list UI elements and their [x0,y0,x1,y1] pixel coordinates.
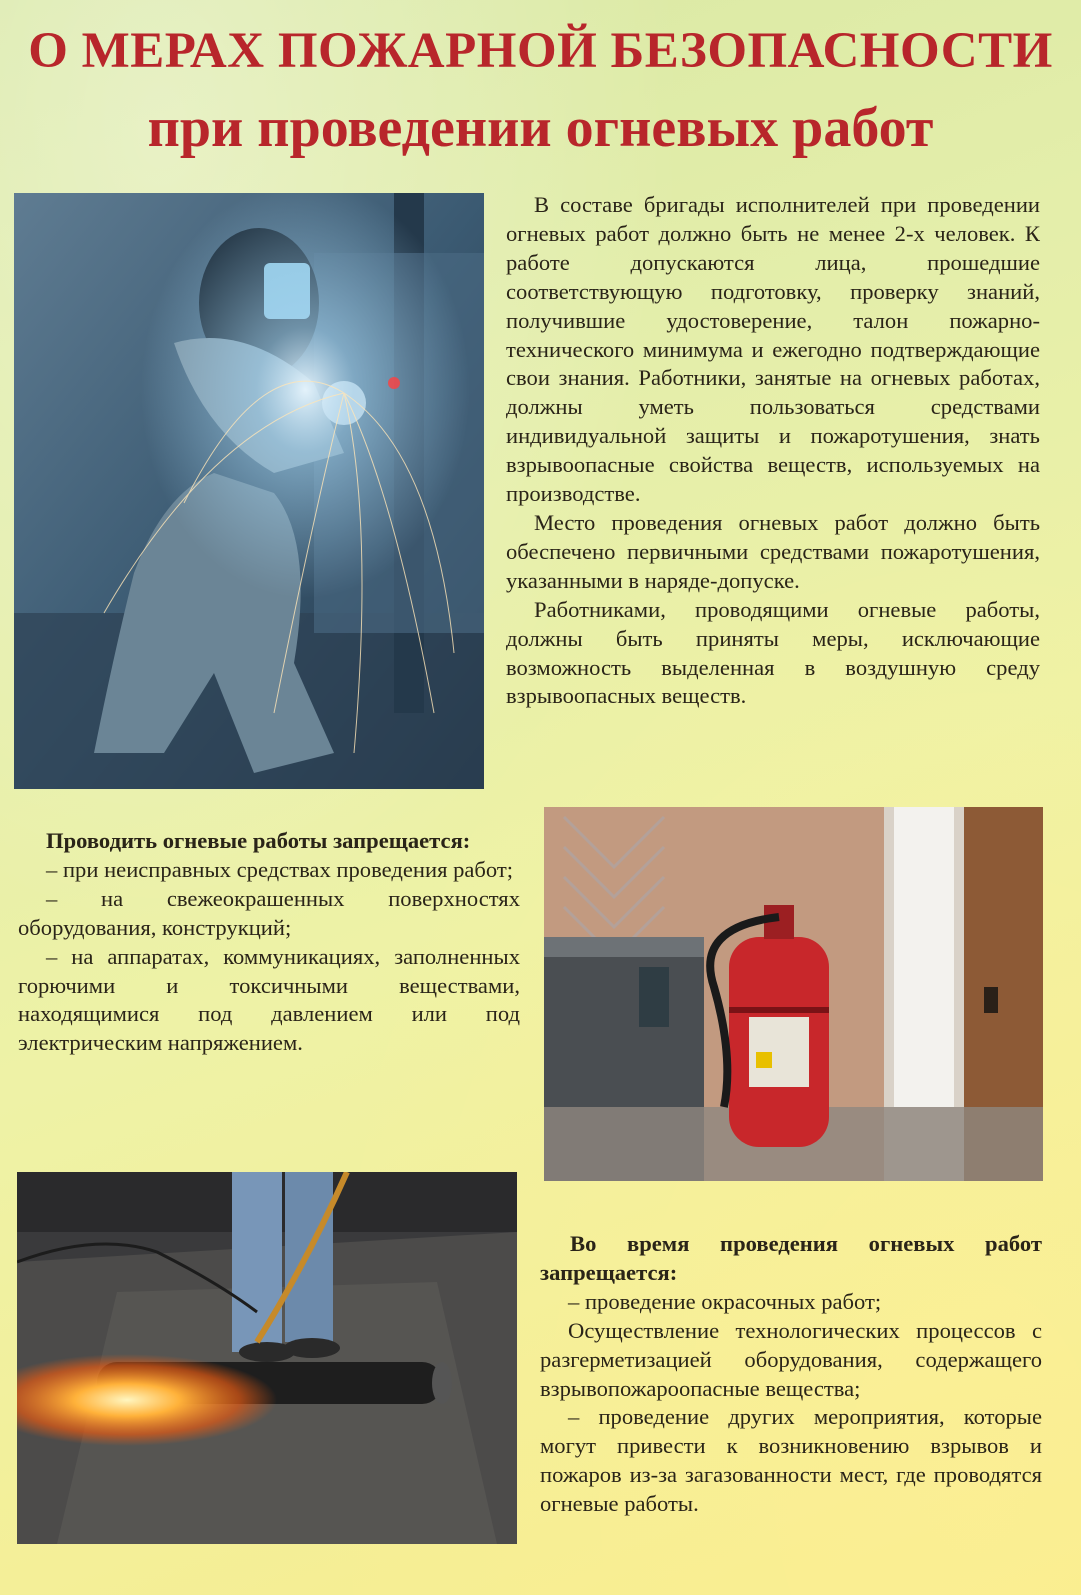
welder-photo [14,193,484,789]
roofing-torch-photo [17,1172,517,1544]
forbidden-item: – на свежеокрашенных поверхностях оборудования, конструкций; [18,885,520,940]
intro-paragraph: В составе бригады исполнителей при проведении огневых работ должно быть не менее 2-х человек. К работе допускаются лица, прошедшие соответствующую подготовку, проверку знаний, получившие удостоверение, талон пожарно-технического минимума и ежегодно подтверждающие свои знания. Работники, занятые на огневых работах, должны уметь пользоваться средствами индивидуальной защиты и пожаротушения, знать взрывоопасные свойства веществ, используемых на производстве. [506,192,1040,507]
during-item: – проведение других мероприятия, которые могут привести к возникновению взрывов и пожаров из-за загазованности мест, где проводятся огневые работы. [540,1404,1042,1517]
during-heading: Во время проведения огневых работ запрещается: [540,1231,1042,1285]
intro-text [506,191,1040,711]
during-item: Осуществление технологических процессов с разгерметизацией оборудования, содержащего взрывопожароопасные вещества; [540,1317,1042,1401]
title-line-1: О МЕРАХ ПОЖАРНОЙ БЕЗОПАСНОСТИ [28,23,1053,79]
intro-paragraph: Работниками, проводящими огневые работы, должны быть приняты меры, исключающие возможность выделенная в воздушную среду взрывоопасных веществ. [506,596,1040,709]
during-item: – проведение окрасочных работ; [568,1288,882,1314]
intro-paragraph: Место проведения огневых работ должно быть обеспечено первичными средствами пожаротушения, указанными в наряде-допуске. [506,509,1040,593]
forbidden-section [18,827,520,1058]
during-section [540,1230,1042,1519]
title-line-2: при проведении огневых работ [147,97,934,159]
forbidden-item: – на аппаратах, коммуникациях, заполненных горючими и токсичными веществами, находящимися под давлением или под электрическим напряжением. [18,943,520,1056]
forbidden-item: – при неисправных средствах проведения работ; [46,856,514,882]
fire-extinguisher-photo [544,807,1043,1181]
forbidden-heading: Проводить огневые работы запрещается: [46,828,471,853]
